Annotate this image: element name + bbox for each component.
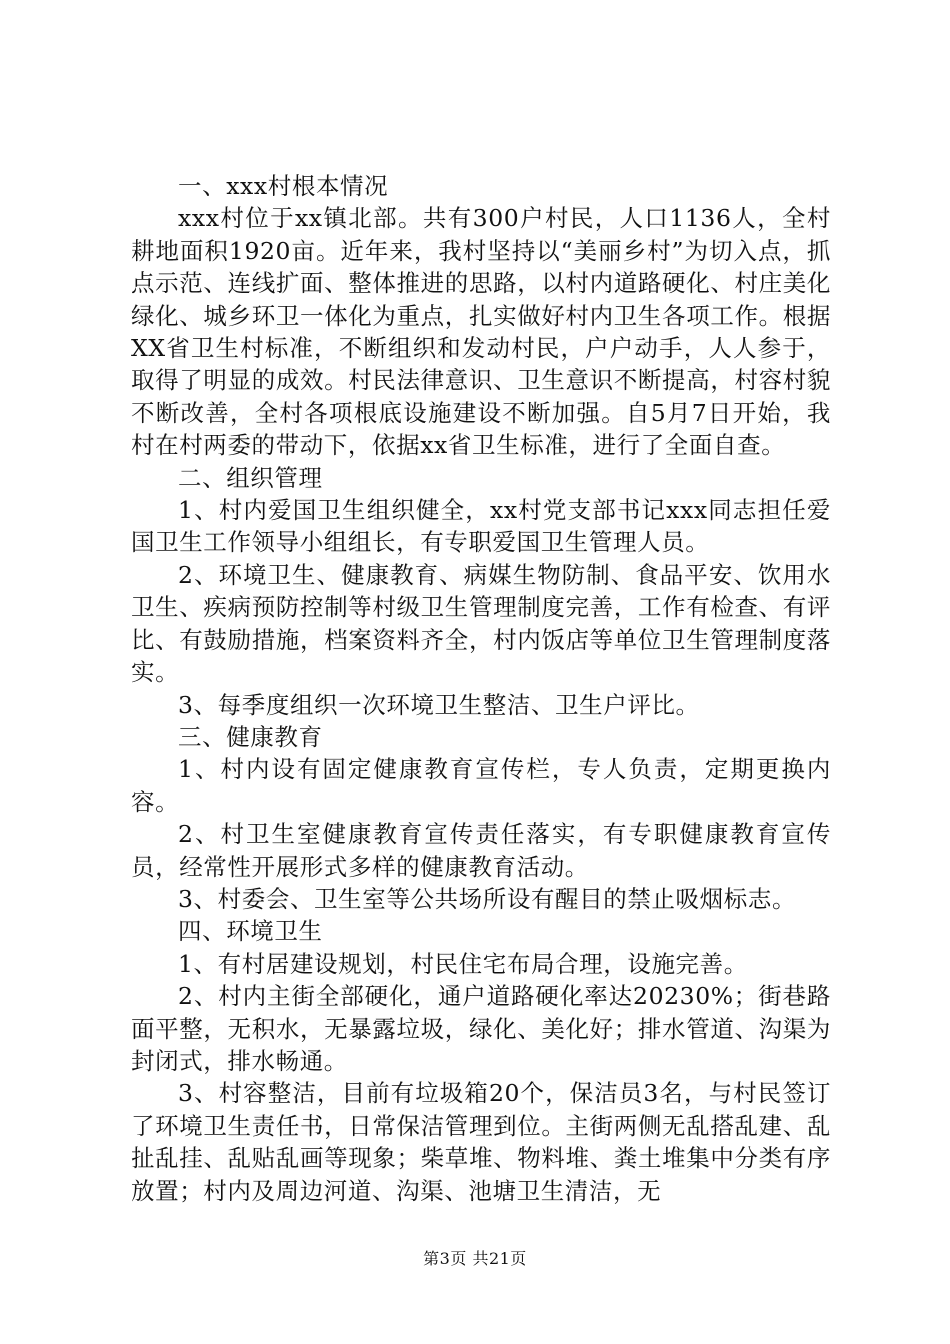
document-body <box>131 170 831 1207</box>
paragraph-health-item-2: 2、村卫生室健康教育宣传责任落实，有专职健康教育宣传员，经常性开展形式多样的健康教育活动。 <box>131 820 831 881</box>
paragraph-organization-item-2: 2、环境卫生、健康教育、病媒生物防制、食品平安、饮用水卫生、疾病预防控制等村级卫生管理制度完善，工作有检查、有评比、有鼓励措施，档案资料齐全，村内饭店等单位卫生管理制度落实。 <box>131 560 831 687</box>
paragraph-environment-item-3: 3、村容整洁，目前有垃圾箱20个，保洁员3名，与村民签订了环境卫生责任书，日常保洁管理到位。主街两侧无乱搭乱建、乱扯乱挂、乱贴乱画等现象；柴草堆、物料堆、粪土堆集中分类有序放置；村内及周边河道、沟渠、池塘卫生清洁，无 <box>131 1079 831 1205</box>
section-heading-organization: 二、组织管理 <box>178 463 323 492</box>
paragraph-environment-item-2: 2、村内主街全部硬化，通户道路硬化率达20230%；街巷路面平整，无积水，无暴露垃圾，绿化、美化好；排水管道、沟渠为封闭式，排水畅通。 <box>131 982 831 1075</box>
section-heading-environment: 四、环境卫生 <box>178 917 323 946</box>
paragraph-health-item-1: 1、村内设有固定健康教育宣传栏，专人负责，定期更换内容。 <box>131 755 831 816</box>
section-heading-basic-situation: 一、xxx村根本情况 <box>178 172 389 200</box>
paragraph-village-overview: xxx村位于xx镇北部。共有300户村民，人口1136人，全村耕地面积1920亩。近年来，我村坚持以“美丽乡村”为切入点，抓点示范、连线扩面、整体推进的思路，以村内道路硬化、村庄美化绿化、城乡环卫一体化为重点，扎实做好村内卫生各项工作。根据XX省卫生村标准，不断组织和发动村民，户户动手，人人参于，取得了明显的成效。村民法律意识、卫生意识不断提高，村容村貌不断改善，全村各项根底设施建设不断加强。自5月7日开始，我村在村两委的带动下，依据xx省卫生标准，进行了全面自查。 <box>131 204 831 460</box>
paragraph-organization-item-1: 1、村内爱国卫生组织健全，xx村党支部书记xxx同志担任爱国卫生工作领导小组组长，有专职爱国卫生管理人员。 <box>131 496 831 557</box>
paragraph-organization-item-3: 3、每季度组织一次环境卫生整洁、卫生户评比。 <box>178 690 700 719</box>
page-number-footer: 第3页 共21页 <box>423 1249 527 1268</box>
paragraph-health-item-3: 3、村委会、卫生室等公共场所设有醒目的禁止吸烟标志。 <box>178 884 797 913</box>
paragraph-environment-item-1: 1、有村居建设规划，村民住宅布局合理，设施完善。 <box>178 949 748 978</box>
section-heading-health-education: 三、健康教育 <box>178 722 323 751</box>
